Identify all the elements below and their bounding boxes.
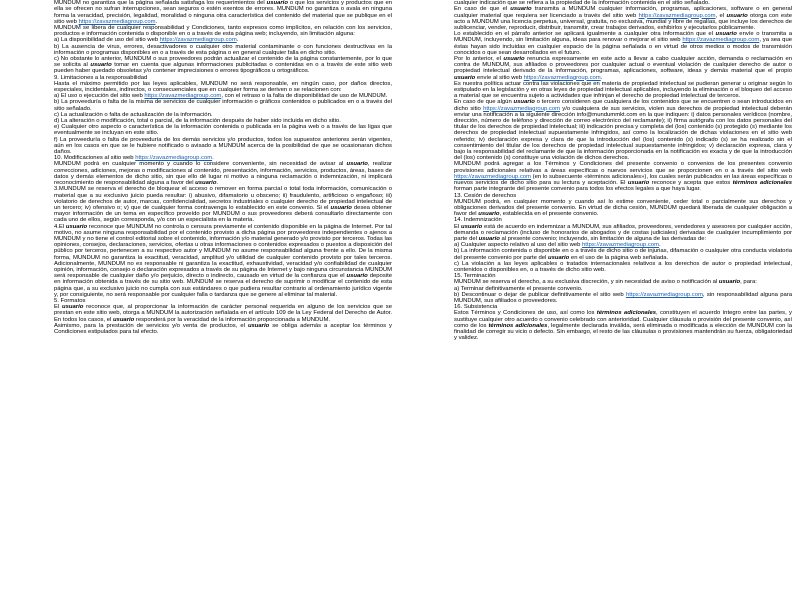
text-segment: d) La alteración o modificación, total o parcial, de la información después de haber sido incluida en dicho sitio. — [54, 118, 341, 125]
paragraph — [54, 304, 392, 323]
text-segment: a) La disponibilidad de uso del sitio web — [54, 37, 160, 44]
website-link[interactable]: https://zavazmediagroup.com — [582, 242, 659, 249]
text-segment: Estos Términos y Condiciones de uso, así como los — [454, 310, 597, 317]
text-segment: 4.El — [54, 223, 66, 230]
text-segment: 9. Limitaciones a la responsabilidad — [54, 74, 148, 81]
emphasized-term: usuario — [247, 322, 270, 329]
text-segment: . — [216, 180, 219, 187]
paragraph — [54, 186, 392, 223]
text-segment: tomar en cuenta que algunas informaciones publicitadas o contenidas en o a través de este sitio web pueden haber quedado obsoletas y/o contener imprecisiones o errores tipográficos u ortográficos. — [54, 62, 392, 75]
text-segment: f) La proveeduría o falta de proveeduría de los demás servicios y/o productos, todos los supuestos anteriores serán vigentes, aún en los casos en que se le hubiere notificado o avisado a MUNDUM acerca de la posibilidad de que se ocasionaran dichos daños. — [54, 136, 392, 156]
text-segment: b) Descontinuar o dejar de publicar definitivamente el sitio web — [454, 291, 626, 298]
text-segment: MUNDUM podrá en cualquier momento y cuando lo considere conveniente, sin necesidad de avisar al — [54, 161, 347, 168]
emphasized-term: usuario — [454, 74, 476, 81]
text-segment: deposite en información obtenida a través de su sitio web. MUNDUM se reserva el derecho de suprimir o modificar el contenido de esta página que, a su exclusivo juicio no cumpla con sus estándares o que pudiera resultar contrario al ordenamiento jurídico vigente y, por consiguiente, no será responsable por cualquier falla o tardanza que se genere al eliminar tal material. — [54, 273, 392, 298]
text-segment: b) La proveeduría o falta de la misma de servicios de cualquier información o gráficos contenidos o publicados en o a través del sitio señalado. — [54, 99, 392, 112]
text-segment: reconoce que, al proporcionar la información de carácter personal requerida en alguno de los servicios que se prestan en este sitio web, otorga a MUNDUM la autorización señalada en el artículo 109 de la Ley Federal del Derecho de Autor. En todos los casos, el — [54, 304, 392, 323]
paragraph — [54, 56, 392, 75]
text-segment: , realizar correcciones, adiciones, mejoras o modificaciones al contenido, presentación, información, servicios, productos, áreas, bases de datos y demás elementos de dicho sitio, sin que ello dé lugar ni motivo a ninguna reclamación o indemnización, ni implicará reconocimiento de responsabilidad alguna a favor del — [54, 161, 392, 187]
emphasized-term: usuario — [62, 304, 84, 311]
text-segment: c) La violación a las leyes aplicables o tratados internacionales relativos a los derechos de autor o propiedad intelectual, contenidos o disponibles en, o a través de dicho sitio web. — [454, 260, 792, 273]
paragraph — [54, 161, 392, 186]
text-segment: otorga con este acto a MUNDUM una licencia perpetua, universal, gratuita, no exclusiva, mundial y libre de regalías, que incluye los derechos de sublicenciar, vender, reproducir, distribuir, transmitir, crear trabajos derivados, exhibirlos y ejecutarlos públicamente. — [454, 12, 792, 32]
text-segment: 13. Cesión de derechos — [454, 192, 517, 199]
text-segment: , constituyen el acuerdo íntegro entre las partes, y sustituye cualquier otro acuerdo o convenio celebrado con anterioridad. Cualquier cláusula o provisión del presente convenio, así como de los — [454, 310, 792, 329]
paragraph — [54, 323, 392, 335]
website-link[interactable]: https://zavazmediagroup.com — [625, 291, 703, 298]
paragraph — [454, 81, 792, 100]
emphasized-term: usuario — [346, 161, 368, 168]
emphasized-term: usuario — [346, 273, 368, 280]
text-segment: Hasta el máximo permitido por las leyes aplicables, MUNDUM no será responsable, en ningún caso, por daños directos, especiales, incidentales, indirectos, o consecuenciales que en cualquier forma se deriven o se relacionen con: — [54, 80, 392, 94]
paragraph — [454, 31, 792, 56]
text-segment: Por lo anterior, el — [454, 56, 504, 63]
emphasized-term: usuario — [627, 180, 650, 187]
emphasized-term: usuario — [548, 254, 570, 261]
text-segment: 16. Subsistencia — [454, 304, 498, 311]
text-segment: c) No obstante lo anterior, MUNDUM o sus proveedores podrán actualizar el contenido de la página constantemente, por lo que se solicita al — [54, 56, 392, 69]
website-link[interactable]: https://zavazmediagroup.com — [483, 105, 561, 112]
website-link[interactable]: https://zavazmediagroup.com — [78, 18, 156, 25]
emphasized-term: términos adicionales — [732, 180, 792, 187]
text-segment: a) Terminar definitivamente el presente convenio. — [454, 285, 583, 292]
website-link[interactable]: https://zavazmediagroup.com — [144, 93, 222, 100]
text-segment: b) La ausencia de virus, errores, desactivadores o cualquier otro material contaminante o con funciones destructivas en la información o programas disponibles en o a través de esta página o en general cualquier falla en dicho sitio. — [54, 43, 392, 56]
emphasized-term: usuario — [726, 12, 748, 19]
emphasized-term: usuario — [90, 62, 112, 69]
text-segment: a) Cualquier aspecto relativo al uso del sitio web — [454, 242, 583, 249]
text-segment: MUNDUM se reserva el derecho, a su exclusiva discreción, y sin necesidad de aviso o notificación al — [454, 279, 719, 286]
text-segment: En caso de que el — [454, 6, 511, 13]
paragraph — [454, 56, 792, 81]
paragraph — [454, 161, 792, 192]
text-segment: responderá por la veracidad de la información proporcionada a MUNDUM. — [134, 316, 331, 323]
text-segment: envíe o transmita a MUNDUM, incluyendo, sin limitación alguna, ideas para renovar o mejorar el sitio web — [454, 31, 792, 44]
emphasized-term: usuario — [513, 99, 535, 106]
emphasized-term: usuario — [330, 204, 352, 211]
emphasized-term: usuario — [461, 223, 483, 230]
website-link[interactable]: https://zavazmediagroup.com — [523, 74, 601, 81]
text-segment: renuncia expresamente en este acto a llevar a cabo cualquier acción, demanda o reclamación en contra de MUNDUM, sus afiliados o proveedores por cualquier actual o eventual violación de cualquier derecho de autor o propiedad intelectual derivado de la información, programas, aplicaciones, software, ideas y demás material que el propio — [454, 56, 792, 75]
paragraph — [54, 124, 392, 136]
emphasized-term: usuario — [65, 223, 88, 230]
text-segment: , legalmente declarada inválida, será eliminada o modificada a elección de MUNDUM con la finalidad de corregir su vicio o defecto. Sin embargo, el resto de las cláusulas o provisiones mantendrán su fuerza, obligatoriedad y validez. — [454, 322, 792, 342]
text-segment: 3.MUNDUM se reserva el derecho de bloquear el acceso o remover en forma parcial o total toda información, comunicación o material que a su exclusivo juicio pueda resultar: i) abusivo, difamatorio u obsceno; ii) fraudulento, artificioso o engañoso; iii) violatorio de derechos de autor, marcas, confidencialidad, secretos industriales o cualquier derecho de propiedad intelectual de un tercero; iv) ofensivo o; v) que de cualquier forma contravenga lo establecido en este convenio. Si el — [54, 186, 392, 211]
text-segment: , establecida en el presente convenio. — [499, 211, 599, 218]
emphasized-term: usuario — [478, 211, 500, 218]
paragraph — [54, 0, 392, 25]
text-segment: En caso de que algún — [454, 99, 514, 106]
paragraph — [454, 99, 792, 161]
paragraph — [54, 99, 392, 111]
paragraph — [454, 248, 792, 260]
text-segment: reconoce y acepta que estos — [649, 180, 733, 187]
text-segment: envíe al sitio web — [475, 74, 524, 81]
text-segment: El — [54, 304, 63, 311]
left-column — [54, 0, 392, 600]
emphasized-term: usuario — [195, 180, 217, 187]
text-segment: Es nuestra política actuar contra las violaciones que en materia de propiedad intelectual se pudieran generar u originar según lo estipulado en la legislación y en otras leyes de propiedad intelectual aplicables, incluyendo la eliminación o el bloqueo del acceso a material que se encuentra sujeto a actividades que infrinjan el derecho de propiedad intelectual de terceros. — [454, 80, 792, 100]
website-link[interactable]: https://zavazmediagroup.com — [638, 12, 716, 19]
text-segment: a) El uso o ejecución del sitio web — [54, 93, 145, 100]
text-segment: transmita a MUNDUM cualquier información, programas, aplicaciones, software o en general cualquier material que requiera ser licenciado a través del sitio web — [454, 6, 792, 19]
text-segment: , el — [715, 12, 727, 19]
text-segment: , sin responsabilidad alguna para MUNDUM, sus afiliados o proveedores. — [454, 291, 792, 304]
text-segment: 14. Indemnización — [454, 217, 502, 224]
text-segment: cualquier indicación que se refiera a la propiedad de la información contenida en el sitio señalado. — [454, 0, 710, 7]
text-segment: reconoce que MUNDUM no controla o censura previamente el contenido disponible en la página de Internet. Por tal motivo, no asume ninguna responsabilidad por el contenido provisto a dicha página por proveedores independientes o ajenos a MUNDUM y no tiene el control editorial sobre el contenido, información y/o material generado y/o provisto por terceros. Todas las opiniones, consejos, declaraciones, servicios, ofertas u otras informaciones o contenidos expresados o puestos a disposición del público por terceros, pertenecen a su respectivo autor y MUNDUM no asume responsabilidad alguna frente a ello. De la misma forma, MUNDUM no garantiza la exactitud, veracidad, amplitud y/o utilidad de cualquier contenido provisto por tales terceros. Adicionalmente, MUNDUM no es responsable ni garantiza la exactitud, exhaustividad, veracidad y/o confiabilidad de cualquier opinión, información, consejo o declaración expresados a través de su página de Internet y bajo ninguna circunstancia MUNDUM será responsable de cualquier daño y/o perjuicio, directo o indirecto, causado en virtud de la confianza que el — [54, 223, 392, 280]
text-segment: 15. Terminación — [454, 273, 496, 280]
text-segment: 5. Formatos — [54, 297, 86, 304]
paragraph — [54, 224, 392, 298]
paragraph — [54, 137, 392, 156]
website-link[interactable]: https://zavazmediagroup.com — [454, 173, 531, 180]
text-segment: en el uso de la página web señalada. — [569, 254, 669, 261]
paragraph — [454, 199, 792, 218]
emphasized-term: usuario — [718, 279, 741, 286]
text-segment: . — [658, 242, 661, 249]
emphasized-term: usuario — [715, 31, 737, 38]
text-segment: o tercero consideren que cualquiera de los contenidos que se encuentren o sean introducidos en dicho sitio — [454, 99, 792, 112]
emphasized-term: usuario — [510, 6, 532, 13]
text-segment: e) Cualquier otro aspecto o característica de la información contenida o publicada en la página web o a través de las ligas que eventualmente se incluyan en este sitio. — [54, 124, 392, 137]
paragraph — [454, 261, 792, 273]
text-segment: , ya sea que éstas hayan sido incluidas en cualquier espacio de la página señalada o en virtud de otros medios o modos de transmisión conocidos o que sean desarrollados en el futuro. — [454, 37, 792, 56]
emphasized-term: usuario — [478, 235, 500, 242]
text-segment: y/o cualquiera de sus servicios, violen sus derechos de propiedad intelectual deberán enviar una notificación a la siguiente dirección info@mundummkt.com en la que indiquen: i) datos personales verídicos (nombre, dirección, número de teléfono y dirección de correo electrónico del reclamante); ii) firma autógrafa con los datos personales del titular de los derechos de propiedad intelectual; iii) indicación precisa y completa del (los) contenido (s) protegido (s) mediante los derechos de propiedad intelectual supuestamente infringidos, así como la localización de dichas violaciones en el sitio web referido; iv) declaración expresa y clara de que la introducción del (los) contenido (s) indicado (s) se ha realizado sin el consentimiento del titular de los derechos de propiedad intelectual supuestamente infringidos; v) declaración expresa, clara y bajo la responsabilidad del reclamante de que la información proporcionada en la notificación es exacta y de que la introducción del (los) contenido (s) constituye una violación de dichos derechos. — [454, 105, 792, 162]
text-segment: al presente convenio; incluyendo, sin limitación de alguna de las derivadas de: — [499, 235, 707, 242]
emphasized-term: usuario — [112, 316, 135, 323]
text-segment: Lo establecido en el párrafo anterior se aplicará igualmente a cualquier otra información que el — [454, 31, 716, 38]
text-segment: , para: — [740, 279, 757, 286]
text-segment: , con el retraso o la falta de disponibilidad de uso de MUNDUM. — [221, 93, 388, 100]
text-segment: . — [155, 18, 158, 25]
right-column — [454, 0, 792, 600]
text-segment: MUNDUM podrá, en cualquier momento y cuando así lo estime conveniente, ceder total o parcialmente sus derechos y obligaciones derivados del presente convenio. En virtud de dicha cesión, MUNDUM quedará liberada de cualquier obligación a favor del — [454, 198, 792, 218]
text-segment: desea obtener mayor información de un tema en específico proveído por MUNDUM o sus proveedores deberá consultarlo directamente con cada uno de ellos, según corresponda, y/o con un especialista en la materia. — [54, 204, 392, 224]
website-link[interactable]: https://zavazmediagroup.com — [135, 155, 213, 162]
paragraph — [454, 6, 792, 31]
text-segment: . — [600, 74, 603, 81]
text-segment: c) La actualización o falta de actualización de la información. — [54, 111, 213, 118]
paragraph — [54, 81, 392, 93]
text-segment: MUNDUM podrá agregar a los Términos y Condiciones del presente convenio o convenios de los presentes convenio provisiones adicionales relativas a áreas específicas o nuevos servicios que se proporcionen en o a través del sitio web — [454, 161, 792, 174]
paragraph — [454, 292, 792, 304]
paragraph — [54, 25, 392, 37]
text-segment: se obliga además a aceptar los términos y Condiciones estipulados para tal efecto. — [54, 322, 392, 335]
website-link[interactable]: https://zavazmediagroup.com — [682, 37, 760, 44]
emphasized-term: términos adicionales — [596, 310, 657, 317]
text-segment: está de acuerdo en indemnizar a MUNDUM, sus afiliados, proveedores, vendedores y asesores por cualquier acción, demanda o reclamación (incluso de honorarios de abogados y de costas judiciales) derivadas de cualquier incumplimiento por parte del — [454, 223, 792, 242]
paragraph — [454, 224, 792, 243]
text-segment: (en lo subsecuente «términos adicionales»), los cuales serán publicados en las áreas específicas o nuevos servicios de dicho sitio para su lectura y aceptación. El — [454, 173, 792, 187]
text-segment: 10. Modificaciones al sitio web — [54, 155, 136, 162]
website-link[interactable]: https://zavazmediagroup.com — [159, 37, 237, 44]
text-segment: . — [236, 37, 239, 44]
text-segment: forman parte integrante del presente convenio para todos los efectos legales a que haya lugar. — [454, 186, 701, 193]
text-segment: o que los servicios y productos que en ella se ofrecen no sufran interrupciones, sean seguros o estén exentos de errores. MUNDUM no garantiza o avala en ninguna forma la veracidad, precisión, legalidad, moralidad o ninguna otra característica del contenido del material que se publique en el sitio web — [54, 0, 392, 25]
text-segment: Asimismo, para la prestación de servicios y/o venta de productos, el — [54, 322, 248, 329]
emphasized-term: usuario — [503, 56, 525, 63]
text-segment: MUNDUM se libera de cualquier responsabilidad y Condiciones, tanto expresos como implícitos, en relación con los servicios, productos e información contenida o disponible en o a través de esta página web; incluyendo, sin limitación alguna: — [54, 25, 392, 38]
paragraph — [54, 44, 392, 56]
text-segment: . — [212, 155, 214, 162]
text-segment: b) La información contenida o disponible en o a través de dicho sitio o de injurias, difamación o cualquier otra conducta violatoria del presente convenio por parte del — [454, 248, 792, 261]
emphasized-term: términos adicionales — [488, 322, 548, 329]
text-segment: MUNDUM no garantiza que la página señalada satisfaga los requerimientos del — [54, 0, 267, 7]
text-segment: El — [454, 223, 461, 230]
paragraph — [454, 310, 792, 341]
emphasized-term: usuario — [266, 0, 288, 7]
